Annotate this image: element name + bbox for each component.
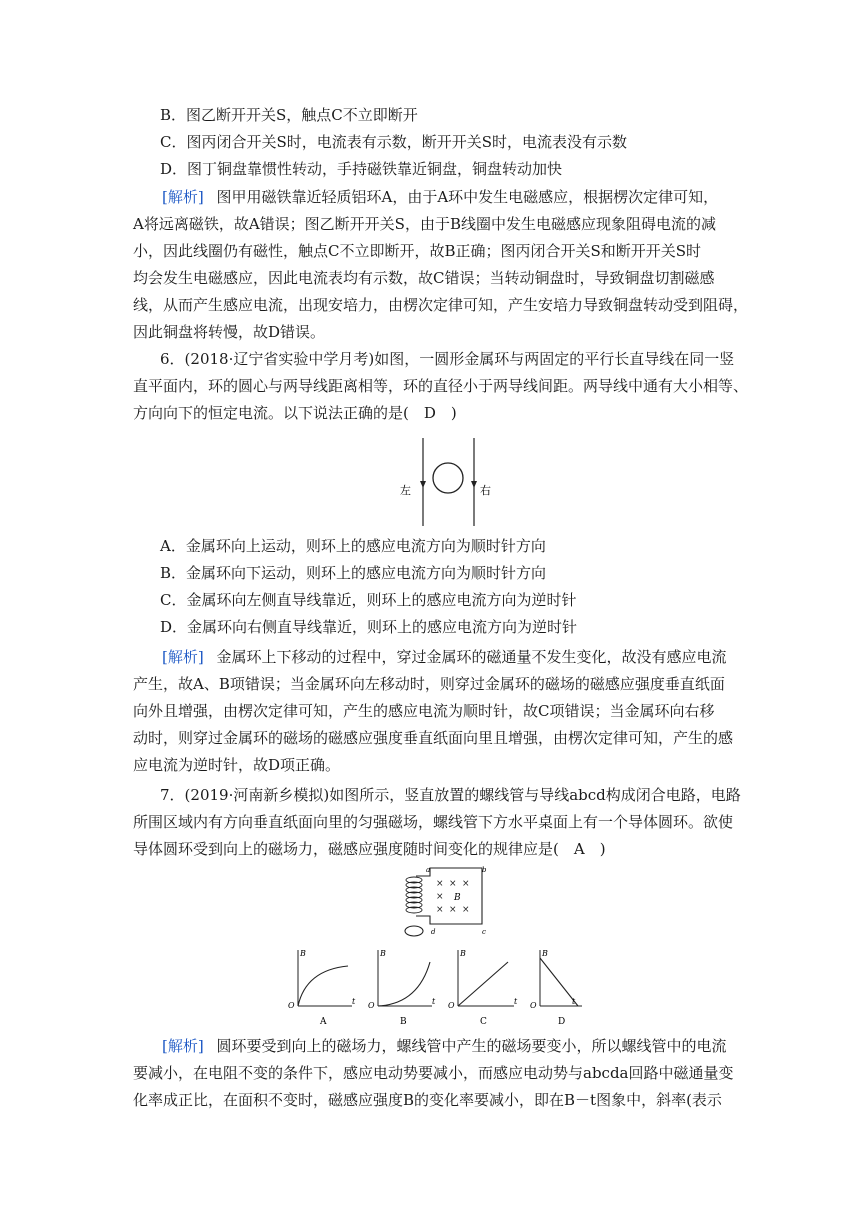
label-right: 右 [480,484,491,497]
analysis-tag: [解析] [162,1037,204,1055]
down-arrow-icon [471,481,477,488]
analysis-tag: [解析] [162,188,204,206]
svg-text:B: B [300,949,306,958]
q7-solenoid-circuit-figure [396,864,496,940]
field-label: B [454,893,461,903]
svg-text:D: D [558,1017,566,1027]
point-c-label: c [482,928,486,936]
svg-text:O: O [448,1001,455,1010]
q6-option-b: B．金属环向下运动，则环上的感应电流方向为顺时针方向 [160,564,547,582]
metal-ring [433,463,463,493]
q7-bt-graphs [282,944,582,1030]
svg-text:×: × [436,879,444,889]
q6-option-a: A．金属环向上运动，则环上的感应电流方向为顺时针方向 [160,537,546,555]
svg-text:×: × [462,879,470,889]
q5-analysis-line-6: 因此铜盘将转慢，故D错误。 [133,323,326,341]
graph-d [530,949,582,1027]
svg-text:B: B [380,949,386,958]
analysis-tag: [解析] [162,648,204,666]
svg-text:×: × [449,879,457,889]
line-c [458,962,508,1006]
conductor-ring [405,926,423,936]
svg-text:B: B [460,949,466,958]
q6-stem-line-3: 方向向下的恒定电流。以下说法正确的是( D ) [133,404,457,422]
q6-wire-ring-figure [390,436,500,530]
q6-option-c: C．金属环向左侧直导线靠近，则环上的感应电流方向为逆时针 [160,591,577,609]
q6-analysis-line-3: 向外且增强，由楞次定律可知，产生的感应电流为顺时针，故C项错误；当金属环向右移 [133,702,715,720]
svg-text:A: A [320,1017,327,1027]
q5-option-b: B．图乙断开开关S，触点C不立即断开 [160,106,418,124]
svg-text:×: × [462,905,470,915]
curve-b [378,962,430,1006]
svg-text:×: × [449,905,457,915]
q7-analysis-line-2: 要减小，在电阻不变的条件下，感应电动势要减小，而感应电动势与abcda回路中磁通量变 [133,1064,734,1082]
graph-c [448,949,518,1027]
q5-analysis-line-2: A将远离磁铁，故A错误；图乙断开开关S，由于B线圈中发生电磁感应现象阻碍电流的减 [133,215,716,233]
q7-stem-line-3: 导体圆环受到向上的磁场力，磁感应强度随时间变化的规律应是( A ) [133,840,606,858]
q7-stem-line-2: 所围区域内有方向垂直纸面向里的匀强磁场，螺线管下方水平桌面上有一个导体圆环。欲使 [133,813,734,831]
point-a-label: a [426,866,431,874]
svg-text:t: t [432,997,436,1006]
svg-text:B: B [542,949,548,958]
svg-text:t: t [352,997,356,1006]
svg-text:C: C [480,1017,487,1027]
svg-text:O: O [368,1001,375,1010]
point-d-label: d [431,928,436,936]
svg-text:t: t [572,997,576,1006]
q5-analysis-line-1: [解析] 图甲用磁铁靠近轻质铝环A，由于A环中发生电磁感应，根据楞次定律可知， [162,188,719,206]
svg-text:×: × [436,892,444,902]
q6-analysis-line-5: 应电流为逆时针，故D项正确。 [133,756,341,774]
q5-option-c: C．图丙闭合开关S时，电流表有示数，断开开关S时，电流表没有示数 [160,133,628,151]
svg-text:B: B [400,1017,407,1027]
q7-analysis-line-3: 化率成正比，在面积不变时，磁感应强度B的变化率要减小，即在B－t图象中，斜率(表示 [133,1091,722,1109]
graph-b [368,949,436,1027]
q7-analysis-line-1: [解析] 圆环要受到向上的磁场力，螺线管中产生的磁场要变小，所以螺线管中的电流 [162,1037,727,1055]
curve-a [298,966,348,1006]
svg-text:t: t [514,997,518,1006]
q5-analysis-line-5: 线，从而产生感应电流，出现安培力，由楞次定律可知，产生安培力导致铜盘转动受到阻碍， [133,296,749,314]
solenoid-coil [406,877,422,913]
graph-a [288,949,356,1027]
q6-option-d: D．金属环向右侧直导线靠近，则环上的感应电流方向为逆时针 [160,618,578,636]
q5-analysis-line-4: 均会发生电磁感应，因此电流表均有示数，故C错误；当转动铜盘时，导致铜盘切割磁感 [133,269,715,287]
q6-stem-line-1: 6．(2018·辽宁省实验中学月考)如图，一圆形金属环与两固定的平行长直导线在同一竖 [160,350,735,368]
point-b-label: b [482,866,487,874]
svg-text:×: × [436,905,444,915]
label-left: 左 [400,484,411,497]
q6-stem-line-2: 直平面内，环的圆心与两导线距离相等，环的直径小于两导线间距。两导线中通有大小相等、 [133,377,749,395]
svg-text:O: O [530,1001,537,1010]
svg-text:O: O [288,1001,295,1010]
q5-analysis-line-3: 小，因此线圈仍有磁性，触点C不立即断开，故B正确；图丙闭合开关S和断开开关S时 [133,242,702,260]
q7-stem-line-1: 7．(2019·河南新乡模拟)如图所示，竖直放置的螺线管与导线abcd构成闭合电路，电路 [160,786,741,804]
magnetic-field-crosses [436,879,470,915]
q6-analysis-line-2: 产生，故A、B项错误；当金属环向左移动时，则穿过金属环的磁场的磁感应强度垂直纸面 [133,675,725,693]
down-arrow-icon [420,481,426,488]
q6-analysis-line-4: 动时，则穿过金属环的磁场的磁感应强度垂直纸面向里且增强，由楞次定律可知，产生的感 [133,729,734,747]
q6-analysis-line-1: [解析] 金属环上下移动的过程中，穿过金属环的磁通量不发生变化，故没有感应电流 [162,648,727,666]
q5-option-d: D．图丁铜盘靠惯性转动，手持磁铁靠近铜盘，铜盘转动加快 [160,160,563,178]
